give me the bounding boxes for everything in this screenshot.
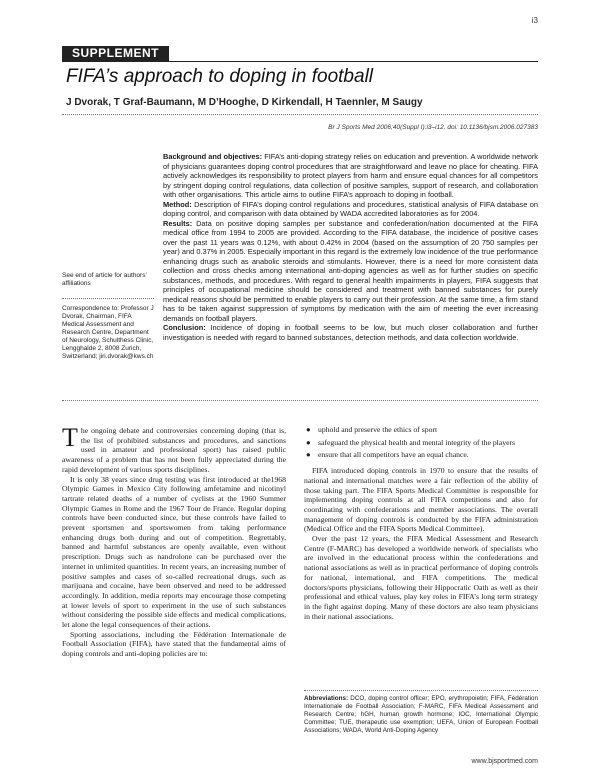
network-paragraph: Over the past 12 years, the FIFA Medical Assessment and Research Centre (F-MARC) has developed a worldwide network of specialists who are involved in the educational process within the confederations and national associations as well as in practical performance of doping controls for national, international, and FIFA competitions. The medical doctors/sports physicians, following their Hippocratic Oath as well as their professional and ethical values, play key roles in FIFA’s long term strategy in the fight against doping. Many of these doctors are also team physicians in their national associations. xyxy=(304,534,538,621)
abstract-results-text: Data on positive doping samples per substance and confederation/nation documented at the FIFA medical office from 1994 to 2005 are provided. According to the FIFA database, the incidence of positive cases over the past 11 years was 0.12%, with about 0.42% in 2004 (based on the assumption of 20 750 samples per year) and 0.37% in 2005. Especially important in this regard is the extremely low incidence of the true performance enhancing drugs such as anabolic steroids and stimulants. However, there is a need for more consistent data collection and cross checks among international anti-doping agencies as well as for further studies on specific substances, methods, and procedures. With regard to general health impairments in players, FIFA suggests that principles of occupational medicine should be considered and treatment with banned substances for purely medical reasons should be permitted to enable players to carry out their profession. At the same time, a firm stand has to be taken against suppression of symptoms by medication with the aim of meeting the ever increasing demands on football players. xyxy=(163,218,538,323)
body-column-left xyxy=(62,423,286,659)
bullet-icon: ● xyxy=(306,425,311,434)
footer-url[interactable]: www.bjsportmed.com xyxy=(471,758,538,765)
article-title: FIFA’s approach to doping in football xyxy=(66,66,374,87)
body-column-right xyxy=(304,425,538,621)
intro-paragraph xyxy=(62,423,286,475)
author-list: J Dvorak, T Graf-Baumann, M D’Hooghe, D Kirkendall, H Taennler, M Saugy xyxy=(66,97,423,108)
section-header-bar xyxy=(62,46,538,62)
abstract-results-heading: Results: xyxy=(163,218,193,228)
abstract-conclusion-text: Incidence of doping in football seems to be low, but much closer collaboration and further investigation is needed with regard to banned substances, detection methods, and data collection worldwide. xyxy=(163,323,538,342)
abstract-divider xyxy=(62,400,538,401)
abstract-method xyxy=(163,200,538,219)
abbreviations-text: DCO, doping control officer; EPO, erythropoietin; FIFA, Fédération Internationale de Football Association; F-MARC, FIFA Medical Assessment and Research Centre; hGH, human growth hormone; IOC, International Olympic Committee; TUE, therapeutic use exemption; UEFA, Union of European Football Associations; WADA, World Anti-Doping Agency xyxy=(304,695,538,734)
doping-controls-paragraph: FIFA introduced doping controls in 1970 to ensure that the results of national and international matches were a fair reflection of the ability of those taking part. The FIFA Sports Medical Committee is responsible for implementing doping controls at all FIFA competitions and also for coordinating with confederations and member associations. The overall management of doping controls is conducted by the FIFA administration (Medical Office and the FIFA Sports Medical Committee). xyxy=(304,466,538,534)
sidebar-divider xyxy=(62,298,154,299)
header-divider xyxy=(62,114,538,115)
abstract-method-text: Description of FIFA’s doping control regulations and procedures, statistical analysis of FIFA database on doping control, and comparison with data obtained by WADA accredited laboratories as for 2004. xyxy=(163,199,538,218)
list-item-text: uphold and preserve the ethics of sport xyxy=(318,425,438,434)
abstract-conclusion-heading: Conclusion: xyxy=(163,323,206,332)
affiliations-note: See end of article for authors’ affiliations xyxy=(62,272,147,287)
abbreviations-divider xyxy=(304,690,538,691)
citation-line: Br J Sports Med 2006;40(Suppl I):i3–i12. doi: 10.1136/bjsm.2006.027383 xyxy=(328,124,538,131)
page-number: i3 xyxy=(531,16,538,25)
bullet-icon: ● xyxy=(306,450,311,460)
correspondence-note: Correspondence to: Professor J Dvorak, Chairman, FIFA Medical Assessment and Research Centre, Department of Neurology, Schulthess Clinic, Lengghalde 2, 8008 Zurich, Switzerland; jiri.dvorak@kws.ch xyxy=(62,305,154,360)
abstract-background-heading: Background and objectives: xyxy=(163,152,263,161)
aims-list xyxy=(304,425,538,460)
aims-paragraph: Sporting associations, including the Fédération Internationale de Football Association (FIFA), have stated that the fundamental aims of doping controls and anti-doping policies are to: xyxy=(62,629,286,659)
bullet-icon: ● xyxy=(306,437,311,447)
abstract-background-text: FIFA’s anti-doping strategy relies on education and prevention. A worldwide network of physicians guarantees doping control procedures that are straightforward and leave no place for cheating. FIFA actively acknowledges its responsibility to protect players from harm and ensure equal chances for all competitors by stringent doping control regulations, data collection of positive samples, support of research, and collaboration with other organisations. This article aims to outline FIFA’s approach to doping in football. xyxy=(163,152,538,199)
list-item xyxy=(304,450,538,460)
list-item-text: safeguard the physical health and mental integrity of the players xyxy=(318,437,516,447)
list-item xyxy=(304,425,538,435)
drop-cap: T xyxy=(62,423,78,452)
abstract xyxy=(163,152,538,342)
list-item xyxy=(304,438,538,448)
abstract-method-heading: Method: xyxy=(163,199,192,209)
intro-text: he ongoing debate and controversies concerning doping (that is, the list of prohibited substances and procedures, and sanctions used in amateur and professional sport) has raised public awareness of a problem that has not been fully appreciated during the rapid development of various sports disciplines. xyxy=(62,426,286,474)
abbreviations-box xyxy=(304,695,538,735)
abstract-background xyxy=(163,152,538,200)
abbreviations-heading: Abbreviations: xyxy=(304,695,349,702)
history-paragraph: It is only 38 years since drug testing was first introduced at the1968 Olympic Games in Mexico City following amfetamine and nicotinyl tartrate related deaths of a number of cyclists at the 1960 Summer Olympic Games in Rome and the 1967 Tour de France. Regular doping controls have been conducted since, but these controls have failed to prevent sportsmen and sportswomen from taking performance enhancing drugs both during and out of competition. Regrettably, banned and harmful substances are openly available, even without prescription. Drugs such as nandrolone can be purchased over the internet in unlimited quantities. In recent years, an increasing number of positive samples and cases of so-called recreational drugs, such as marijuana and cocaine, have been observed and need to be addressed accordingly. In addition, media reports may encourage those competing at lower levels of sport to experiment in the use of such substances without considering the possible side effects and medical complications, let alone the legal consequences of their actions. xyxy=(62,474,286,630)
abstract-conclusion xyxy=(163,323,538,342)
abstract-results xyxy=(163,219,538,324)
section-label: SUPPLEMENT xyxy=(62,46,169,61)
list-item-text: ensure that all competitors have an equal chance. xyxy=(318,450,469,460)
